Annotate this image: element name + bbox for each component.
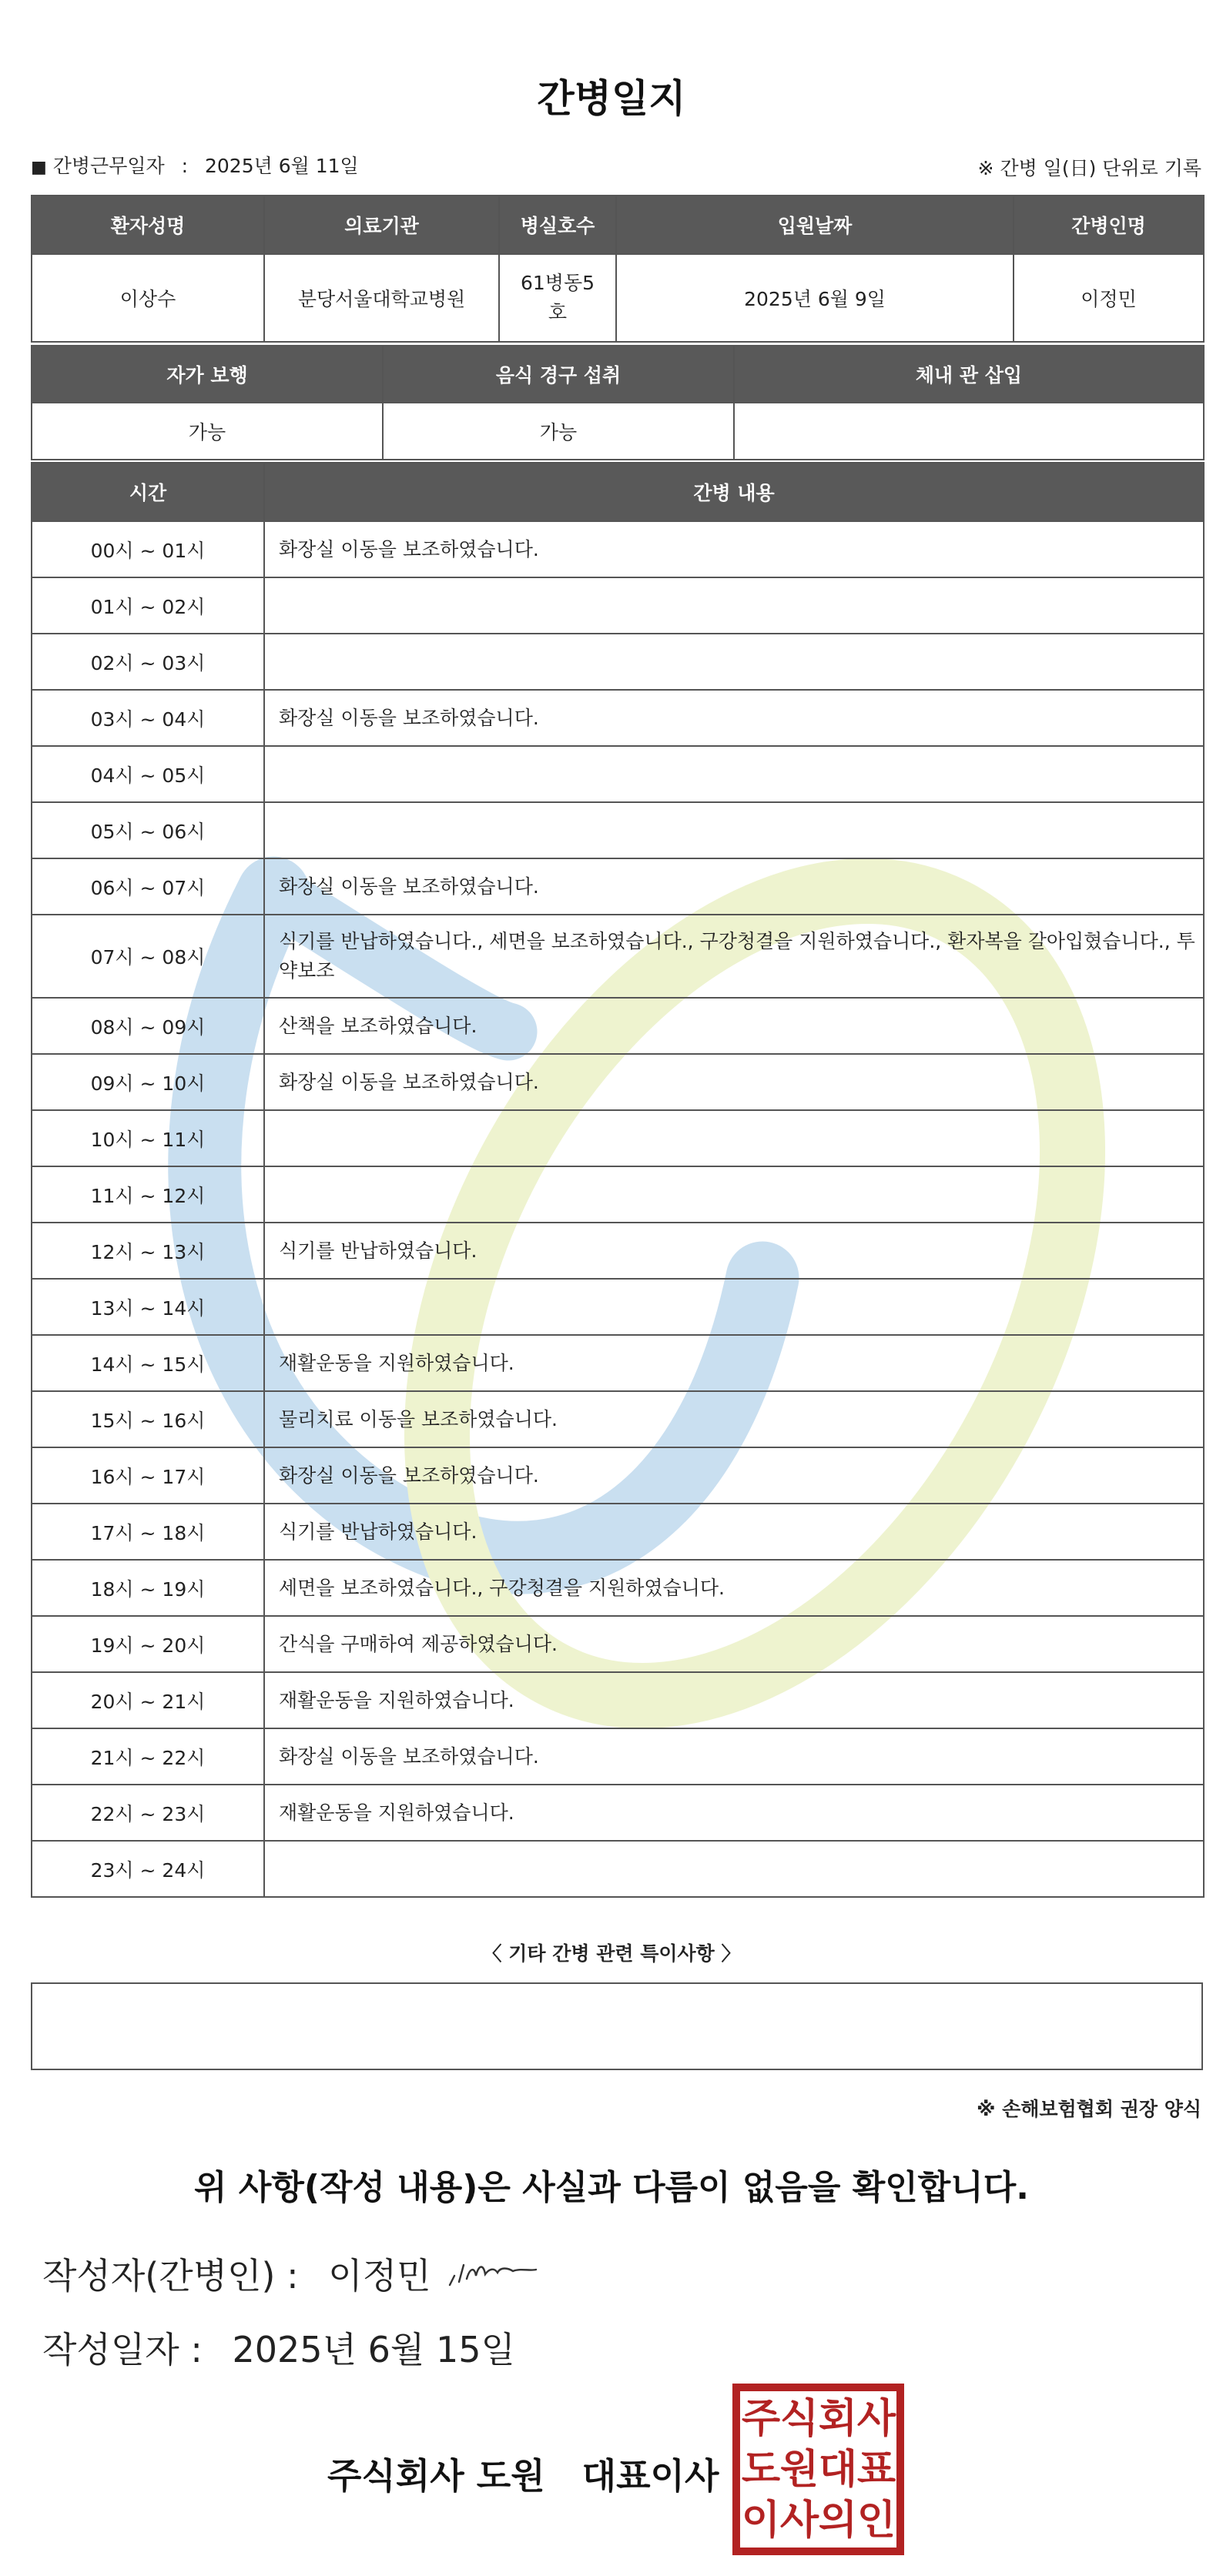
confirmation-statement: 위 사항(작성 내용)은 사실과 다름이 없음을 확인합니다.	[194, 2168, 1029, 2207]
time-cell: 05시 ~ 06시	[32, 802, 264, 858]
header-room: 병실호수	[499, 196, 616, 254]
seal-char: 회	[818, 2396, 858, 2442]
content-cell: 산책을 보조하였습니다.	[264, 998, 1204, 1054]
content-cell: 화장실 이동을 보조하였습니다.	[264, 1728, 1204, 1785]
content-cell: 식기를 반납하였습니다., 세면을 보조하였습니다., 구강청결을 지원하였습니다., 환자복을 갈아입혔습니다., 투약보조	[264, 915, 1204, 998]
table-row	[32, 1616, 1204, 1672]
table-row	[32, 1447, 1204, 1504]
patient-status-table	[31, 345, 1205, 460]
page-title: 간병일지	[537, 76, 686, 121]
header-admission-date: 입원날짜	[616, 196, 1014, 254]
table-row	[32, 634, 1204, 690]
time-cell: 12시 ~ 13시	[32, 1223, 264, 1279]
writer-name: 이정민	[328, 2255, 431, 2297]
time-cell: 19시 ~ 20시	[32, 1616, 264, 1672]
time-cell: 14시 ~ 15시	[32, 1335, 264, 1391]
content-cell: 재활운동을 지원하였습니다.	[264, 1672, 1204, 1728]
header-time: 시간	[32, 463, 264, 521]
table-row	[32, 577, 1204, 634]
time-cell: 21시 ~ 22시	[32, 1728, 264, 1785]
hospital: 분당서울대학교병원	[264, 254, 499, 342]
square-icon: ■	[31, 158, 47, 177]
table-row	[32, 1110, 1204, 1166]
record-unit-note: ※ 간병 일(日) 단위로 기록	[977, 157, 1201, 179]
table-row	[32, 746, 1204, 802]
content-cell: 화장실 이동을 보조하였습니다.	[264, 690, 1204, 746]
work-date	[31, 151, 359, 179]
time-cell: 09시 ~ 10시	[32, 1054, 264, 1110]
table-row	[32, 1391, 1204, 1447]
table-row	[32, 1728, 1204, 1785]
seal-char: 대	[818, 2447, 858, 2493]
content-cell	[264, 1166, 1204, 1223]
time-cell: 03시 ~ 04시	[32, 690, 264, 746]
table-row	[32, 1841, 1204, 1897]
signature-image	[447, 2248, 570, 2294]
written-date-label: 작성일자 :	[42, 2329, 203, 2370]
written-date-value: 2025년 6월 15일	[232, 2329, 515, 2370]
content-cell	[264, 577, 1204, 634]
table-row	[32, 521, 1204, 577]
time-cell: 06시 ~ 07시	[32, 858, 264, 915]
content-cell: 화장실 이동을 보조하였습니다.	[264, 858, 1204, 915]
table-row	[32, 1560, 1204, 1616]
writer-label: 작성자(간병인) :	[42, 2255, 299, 2297]
time-cell: 07시 ~ 08시	[32, 915, 264, 998]
time-cell: 11시 ~ 12시	[32, 1166, 264, 1223]
work-date-colon: :	[181, 155, 189, 177]
content-cell: 세면을 보조하였습니다., 구강청결을 지원하였습니다.	[264, 1560, 1204, 1616]
header-oral-intake: 음식 경구 섭취	[383, 346, 734, 403]
writer-line	[42, 2248, 431, 2299]
table-row	[32, 1672, 1204, 1728]
table-row	[32, 998, 1204, 1054]
seal-char: 주	[741, 2396, 781, 2442]
caregiver-name: 이정민	[1014, 254, 1204, 342]
time-cell: 17시 ~ 18시	[32, 1504, 264, 1560]
table-row	[32, 1279, 1204, 1335]
header-walking: 자가 보행	[32, 346, 383, 403]
content-cell	[264, 634, 1204, 690]
time-cell: 10시 ~ 11시	[32, 1110, 264, 1166]
content-cell: 식기를 반납하였습니다.	[264, 1504, 1204, 1560]
content-cell: 화장실 이동을 보조하였습니다.	[264, 1054, 1204, 1110]
seal-char: 의	[818, 2497, 858, 2544]
written-date-line	[42, 2322, 515, 2373]
table-row	[32, 858, 1204, 915]
time-cell: 20시 ~ 21시	[32, 1672, 264, 1728]
content-cell	[264, 1279, 1204, 1335]
company-seal-stamp	[732, 2383, 905, 2556]
content-cell: 식기를 반납하였습니다.	[264, 1223, 1204, 1279]
content-cell: 화장실 이동을 보조하였습니다.	[264, 1447, 1204, 1504]
table-row	[32, 1785, 1204, 1841]
tube-value	[734, 403, 1204, 460]
time-cell: 00시 ~ 01시	[32, 521, 264, 577]
content-cell: 화장실 이동을 보조하였습니다.	[264, 521, 1204, 577]
seal-char: 식	[779, 2396, 819, 2442]
content-cell	[264, 1841, 1204, 1897]
time-cell: 01시 ~ 02시	[32, 577, 264, 634]
work-date-value: 2025년 6월 11일	[205, 155, 359, 177]
seal-char: 이	[741, 2497, 781, 2544]
seal-char: 원	[779, 2447, 819, 2493]
seal-char: 사	[779, 2497, 819, 2544]
time-cell: 18시 ~ 19시	[32, 1560, 264, 1616]
time-cell: 23시 ~ 24시	[32, 1841, 264, 1897]
time-cell: 02시 ~ 03시	[32, 634, 264, 690]
table-row	[32, 1054, 1204, 1110]
admission-date: 2025년 6월 9일	[616, 254, 1014, 342]
special-notes-box	[31, 1982, 1203, 2070]
content-cell: 간식을 구매하여 제공하였습니다.	[264, 1616, 1204, 1672]
table-row	[32, 1223, 1204, 1279]
content-cell: 물리치료 이동을 보조하였습니다.	[264, 1391, 1204, 1447]
content-cell: 재활운동을 지원하였습니다.	[264, 1335, 1204, 1391]
oral-intake-value: 가능	[383, 403, 734, 460]
header-caregiver: 간병인명	[1014, 196, 1204, 254]
special-notes-title: 〈 기타 간병 관련 특이사항 〉	[482, 1942, 741, 1965]
time-cell: 15시 ~ 16시	[32, 1391, 264, 1447]
recommended-form-note: ※ 손해보험협회 권장 양식	[977, 2098, 1201, 2120]
content-cell	[264, 746, 1204, 802]
patient-info-table	[31, 195, 1205, 343]
walking-value: 가능	[32, 403, 383, 460]
time-cell: 16시 ~ 17시	[32, 1447, 264, 1504]
table-row	[32, 1166, 1204, 1223]
patient-name: 이상수	[32, 254, 264, 342]
seal-char: 인	[856, 2497, 896, 2544]
company-representative: 주식회사 도원 대표이사	[327, 2455, 719, 2497]
content-cell	[264, 1110, 1204, 1166]
table-row	[32, 1504, 1204, 1560]
seal-char: 도	[741, 2447, 781, 2493]
seal-char: 사	[856, 2396, 896, 2442]
header-care-content: 간병 내용	[264, 463, 1204, 521]
table-row	[32, 690, 1204, 746]
room-number: 61병동5 호	[499, 254, 616, 342]
time-cell: 22시 ~ 23시	[32, 1785, 264, 1841]
table-row	[32, 802, 1204, 858]
header-patient-name: 환자성명	[32, 196, 264, 254]
time-cell: 08시 ~ 09시	[32, 998, 264, 1054]
content-cell: 재활운동을 지원하였습니다.	[264, 1785, 1204, 1841]
table-row	[32, 1335, 1204, 1391]
care-log-table	[31, 462, 1205, 1898]
header-hospital: 의료기관	[264, 196, 499, 254]
work-date-label: 간병근무일자	[52, 155, 165, 177]
content-cell	[264, 802, 1204, 858]
header-tube: 체내 관 삽입	[734, 346, 1204, 403]
table-row	[32, 915, 1204, 998]
seal-char: 표	[856, 2447, 896, 2493]
time-cell: 04시 ~ 05시	[32, 746, 264, 802]
time-cell: 13시 ~ 14시	[32, 1279, 264, 1335]
